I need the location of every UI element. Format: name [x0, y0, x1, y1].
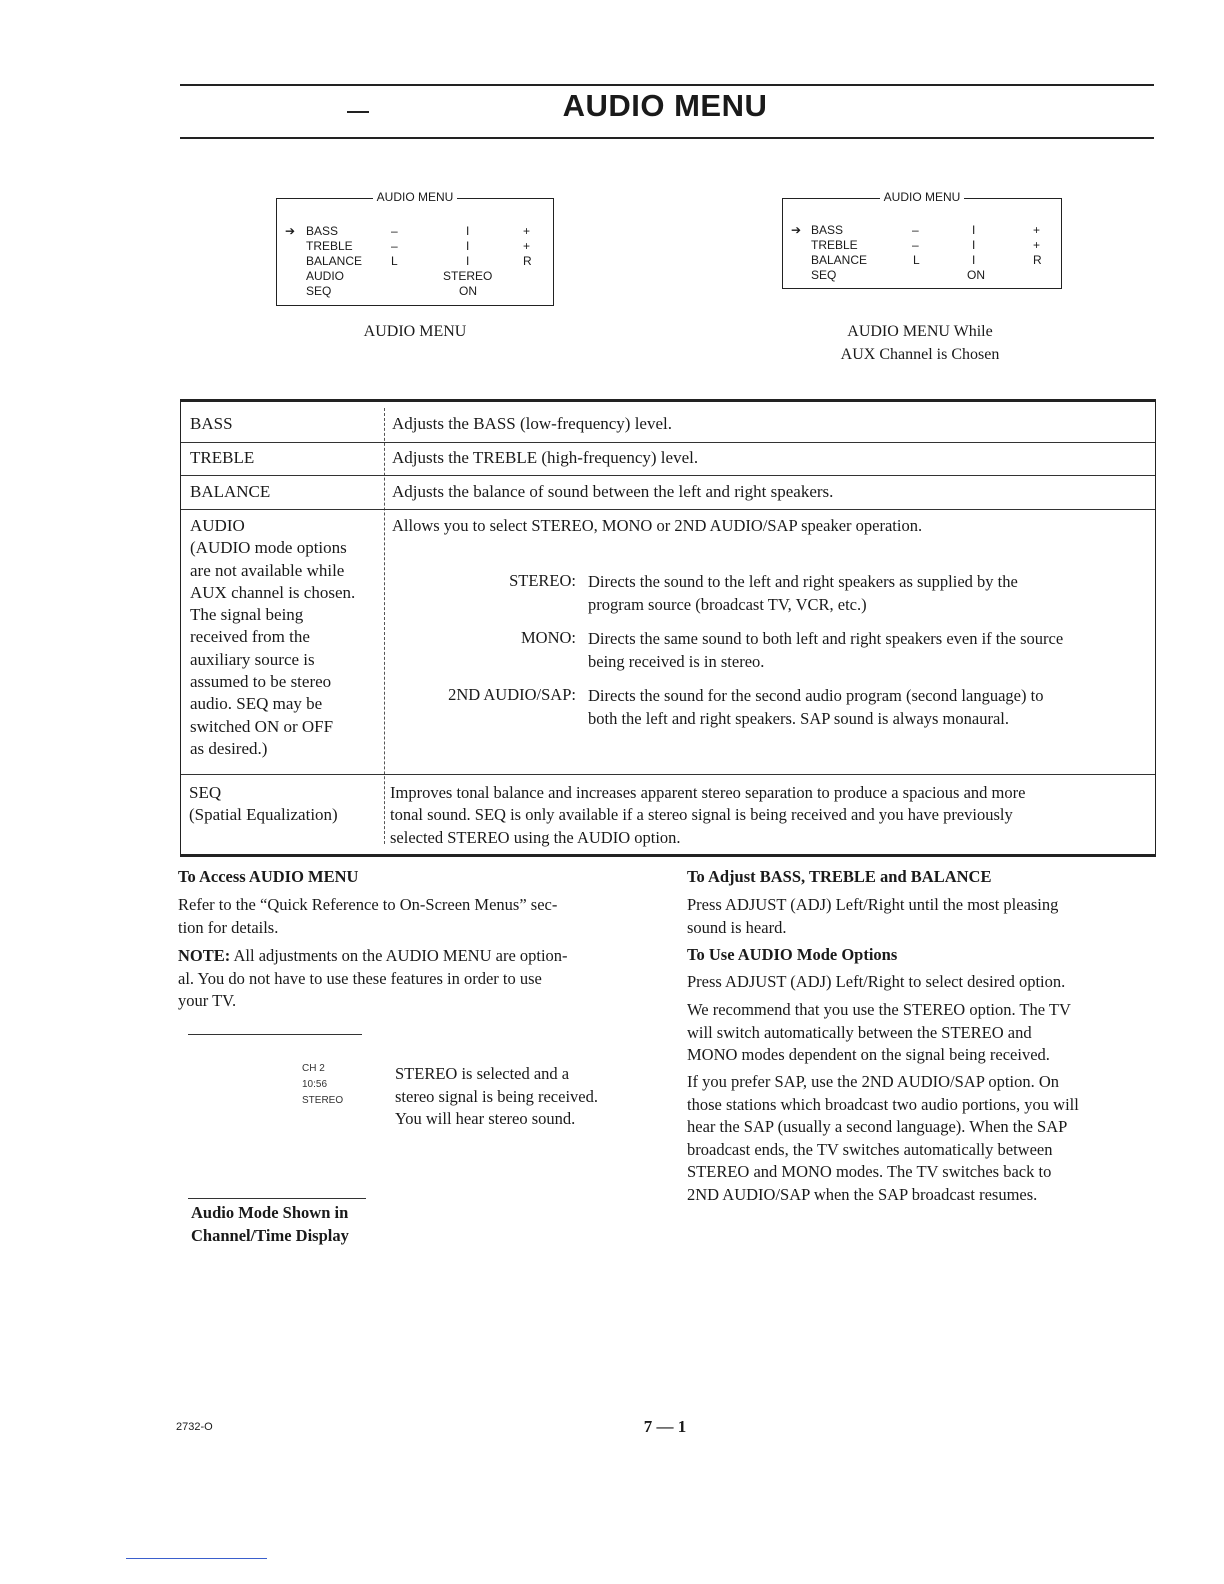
- access-heading: To Access AUDIO MENU: [178, 867, 359, 886]
- mode-heading: To Use AUDIO Mode Options: [687, 945, 898, 964]
- column-divider: [384, 408, 385, 844]
- bottom-underline: [126, 1558, 267, 1559]
- option-desc-sap: Directs the sound for the second audio program (second language) to both the left and right speakers. SAP sound is always monaural.: [588, 686, 1044, 728]
- menu-row-seq: SEQ ON: [811, 268, 985, 282]
- table-label-audio: AUDIO (AUDIO mode options are not available while AUX channel is chosen. The signal being received from the auxiliary source is assumed to be stereo audio. SEQ may be switched ON or OFF as desired.): [190, 516, 356, 758]
- pointer-arrow-icon: ➔: [791, 223, 802, 237]
- caption-rule: [188, 1198, 366, 1199]
- menu-row-balance: BALANCE L I R: [811, 253, 1042, 267]
- table-label-seq: SEQ (Spatial Equalization): [189, 783, 338, 825]
- right-menu-caption: AUDIO MENU While AUX Channel is Chosen: [840, 323, 1000, 363]
- page-title: AUDIO MENU: [562, 88, 768, 123]
- row-divider: [181, 509, 1155, 510]
- note-paragraph: NOTE: All adjustments on the AUDIO MENU are option- al. You do not have to use these features in order to use your TV.: [178, 946, 568, 1010]
- audio-menu-screen: [276, 190, 554, 306]
- option-desc-stereo: Directs the sound to the left and right speakers as supplied by the program source (broadcast TV, VCR, etc.): [588, 572, 1018, 614]
- table-label-treble: TREBLE: [190, 448, 255, 467]
- menu-row-balance: BALANCE L I R: [306, 254, 532, 268]
- table-desc-balance: Adjusts the balance of sound between the left and right speakers.: [392, 482, 834, 501]
- title-bottom-rule: [180, 137, 1154, 139]
- row-divider: [181, 774, 1155, 775]
- menu-row-bass: BASS – I +: [811, 223, 1041, 237]
- menu-row-audio: AUDIO STEREO: [306, 269, 493, 283]
- stereo-display-desc: STEREO is selected and a stereo signal is being received. You will hear stereo sound.: [395, 1064, 598, 1128]
- row-divider: [181, 475, 1155, 476]
- menu-header: AUDIO MENU: [373, 190, 458, 204]
- channel-time-display: CH 2 10:56 STEREO: [302, 1063, 344, 1106]
- adjust-heading: To Adjust BASS, TREBLE and BALANCE: [687, 867, 992, 886]
- pointer-arrow-icon: ➔: [285, 224, 296, 238]
- left-menu-caption: AUDIO MENU: [363, 323, 467, 340]
- table-desc-treble: Adjusts the TREBLE (high-frequency) level.: [392, 448, 699, 467]
- display-caption: Audio Mode Shown in Channel/Time Display: [191, 1203, 349, 1245]
- access-paragraph: Refer to the “Quick Reference to On-Screen Menus” sec- tion for details.: [178, 895, 558, 937]
- mode-paragraph: Press ADJUST (ADJ) Left/Right to select desired option.: [687, 972, 1066, 991]
- table-desc-bass: Adjusts the BASS (low-frequency) level.: [392, 414, 672, 433]
- menu-row-seq: SEQ ON: [306, 284, 477, 298]
- row-divider: [181, 442, 1155, 443]
- page-number: 7 — 1: [643, 1417, 687, 1436]
- adjust-paragraph: Press ADJUST (ADJ) Left/Right until the most pleasing sound is heard.: [687, 895, 1059, 937]
- option-label-mono: MONO:: [520, 628, 576, 647]
- table-label-balance: BALANCE: [190, 482, 271, 501]
- separator: [188, 1034, 362, 1035]
- menu-row-treble: TREBLE – I +: [306, 239, 531, 253]
- recommend-paragraph: We recommend that you use the STEREO option. The TV will switch automatically between the STEREO and MONO modes dependent on the signal being received.: [687, 1000, 1071, 1064]
- audio-menu-aux-screen: [782, 190, 1062, 289]
- table-desc-seq: Improves tonal balance and increases apparent stereo separation to produce a spacious and more tonal sound. SEQ is only available if a stereo signal is being received and you have previously selected STEREO using the AUDIO option.: [390, 783, 1026, 847]
- audio-feature-table: [180, 399, 1156, 857]
- table-label-bass: BASS: [190, 414, 233, 433]
- sap-paragraph: If you prefer SAP, use the 2ND AUDIO/SAP option. On those stations which broadcast two audio portions, you will hear the SAP (usually a second language). When the SAP broadcast ends, the TV switches automatically between STEREO and MONO modes. The TV switches back to 2ND AUDIO/SAP when the SAP broadcast resumes.: [687, 1072, 1079, 1204]
- menu-row-bass: BASS – I +: [306, 224, 531, 238]
- table-desc-audio: Allows you to select STEREO, MONO or 2ND AUDIO/SAP speaker operation.: [392, 516, 923, 535]
- menu-header: AUDIO MENU: [880, 190, 965, 204]
- option-desc-mono: Directs the same sound to both left and right speakers even if the source being received is in stereo.: [588, 629, 1064, 671]
- option-label-sap: 2ND AUDIO/SAP:: [448, 685, 576, 704]
- top-rule: [180, 84, 1154, 86]
- menu-row-treble: TREBLE – I +: [811, 238, 1041, 252]
- footer-code: 2732-O: [176, 1421, 213, 1433]
- option-label-stereo: STEREO:: [509, 571, 576, 590]
